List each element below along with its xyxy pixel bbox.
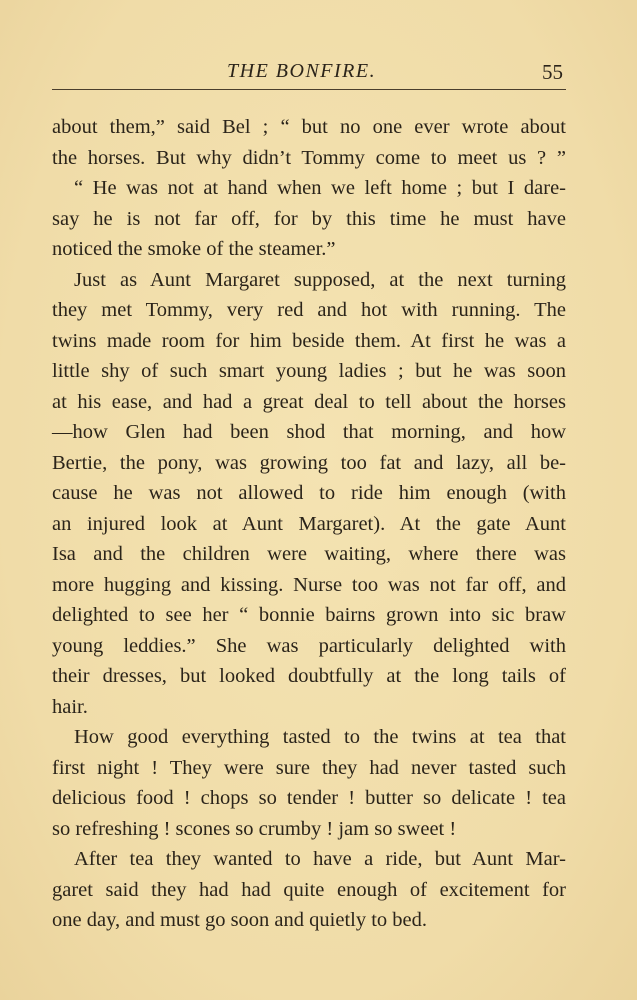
- text-line: more hugging and kissing. Nurse too was not far off, and: [52, 573, 566, 596]
- text-line: —how Glen had been shod that morning, and how: [52, 421, 566, 443]
- text-line: hair.: [52, 695, 88, 718]
- text-line: young leddies.” She was particularly delighted with: [52, 634, 566, 657]
- text-line: garet said they had had quite enough of excitement for: [52, 878, 566, 901]
- text-line: noticed the smoke of the steamer.”: [52, 238, 336, 260]
- text-line: first night ! They were sure they had never tasted such: [52, 756, 566, 779]
- text-line: the horses. But why didn’t Tommy come to meet us ? ”: [52, 146, 566, 169]
- text-line: cause he was not allowed to ride him enough (with: [52, 482, 566, 504]
- text-line: little shy of such smart young ladies ; but he was soon: [52, 360, 566, 382]
- text-line: say he is not far off, for by this time he must have: [52, 207, 566, 230]
- text-line: one day, and must go soon and quietly to bed.: [52, 909, 428, 931]
- text-line: so refreshing ! scones so crumby ! jam so sweet !: [52, 817, 457, 840]
- text-line: delicious food ! chops so tender ! butter so delicate ! tea: [52, 787, 566, 809]
- header-rule: [52, 89, 566, 90]
- text-line: at his ease, and had a great deal to tell about the horses: [52, 390, 566, 413]
- text-line: about them,” said Bel ; “ but no one ever wrote about: [52, 116, 566, 138]
- body-text: [52, 112, 566, 936]
- text-line: twins made room for him beside them. At first he was a: [52, 329, 566, 352]
- text-line: How good everything tasted to the twins at tea that: [74, 726, 566, 748]
- text-line: Isa and the children were waiting, where there was: [52, 543, 566, 565]
- text-line: Just as Aunt Margaret supposed, at the next turning: [74, 268, 566, 291]
- page-number: 55: [542, 60, 563, 84]
- text-line: delighted to see her “ bonnie bairns grown into sic braw: [52, 604, 566, 626]
- text-line: Bertie, the pony, was growing too fat and lazy, all be-: [52, 451, 566, 474]
- text-line: After tea they wanted to have a ride, but Aunt Mar-: [74, 848, 566, 870]
- text-line: an injured look at Aunt Margaret). At the gate Aunt: [52, 512, 566, 535]
- running-title: THE BONFIRE.: [227, 60, 377, 82]
- text-line: they met Tommy, very red and hot with running. The: [52, 299, 566, 321]
- text-line: “ He was not at hand when we left home ; but I dare-: [74, 177, 566, 199]
- running-head: [0, 58, 637, 88]
- text-line: their dresses, but looked doubtfully at the long tails of: [52, 665, 566, 687]
